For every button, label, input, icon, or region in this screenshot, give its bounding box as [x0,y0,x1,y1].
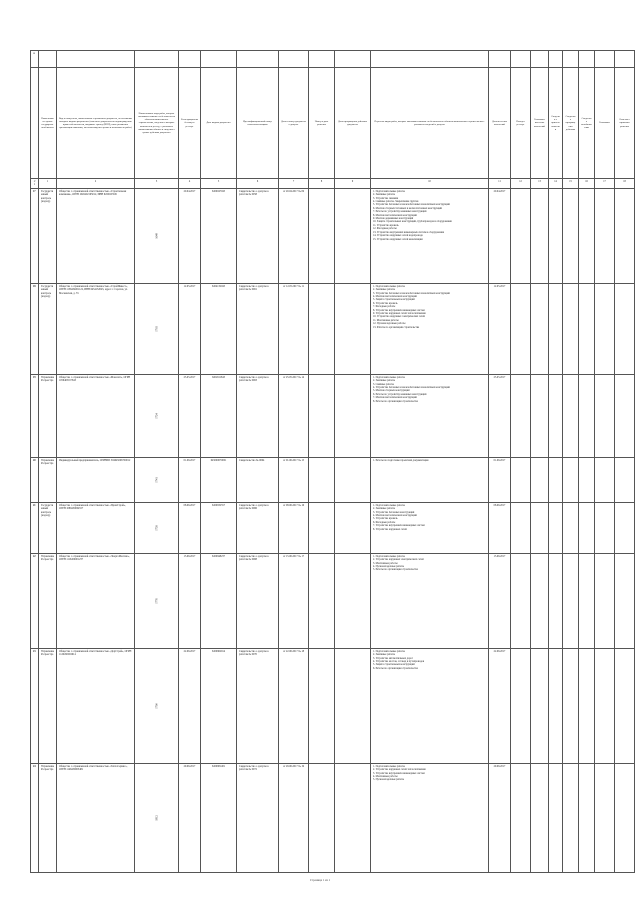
empty-cell [549,457,563,502]
work-item: 10. Защита строительных конструкций, трубопроводов и оборудования [373,220,452,224]
authority-cell: Управление Росреестра [39,374,57,457]
registration-number: 1776 [155,598,158,604]
registration-number-cell [135,188,179,283]
empty-cell [563,648,579,763]
issue-date-cell: 08.06.2017 [179,502,201,553]
work-item: 9. Монтаж деревянных конструкций [373,217,414,221]
issue-date-cell: 25.05.2017 [179,374,201,457]
issue-date-cell: 22.06.2017 [179,648,201,763]
work-item: 1. Подготовительные работы [373,284,405,288]
header-cell: Основание [595,68,615,179]
work-item: 2. Земляные работы [373,193,396,197]
column-number-row [31,179,635,189]
authority-cell: Управление Росреестра [39,763,57,872]
row-number: 23 [31,648,39,763]
decision-cell: от 20.04.2017 № 09 [279,188,309,283]
work-item: 3. Устройство скважин [373,196,399,200]
empty-cell [595,457,615,502]
empty-cell [335,283,371,374]
empty-cell [335,763,371,872]
empty-cell [615,188,635,283]
permit-document-cell: Свидетельство о допуске к работам № 0066 [237,502,279,553]
termination-cell [309,374,335,457]
empty-cell [595,502,615,553]
authority-cell: Государственный контроль (надзор) [39,188,57,283]
table-row [31,502,635,553]
empty-cell [579,553,595,648]
work-item: 14. Устройство наружных сетей водопровода [373,234,423,238]
empty-cell [511,188,531,283]
permit-document-cell: Свидетельство № 0064 [237,457,279,502]
work-item: 4. Пусконаладочные работы [373,565,405,569]
header-cell: Основание внесения изменений [531,68,549,179]
termination-cell [309,502,335,553]
work-item: 12. Пусконаладочные работы [373,322,406,326]
empty-cell [595,188,615,283]
work-item: 3. Устройство автомобильных дорог [373,656,413,660]
work-item: 2. Земляные работы [373,653,396,657]
column-number: 1 [39,179,57,189]
work-item: 3. Устройство бетонных конструкций [373,510,415,514]
empty-cell [511,374,531,457]
works-list-cell [371,502,489,553]
empty-cell [335,188,371,283]
header-cell: Отметка о принятии решения [615,68,635,179]
empty-cell [615,648,635,763]
inn-cell: 6450948237 [201,553,237,648]
register-page [30,50,630,870]
work-item: 1. Работы по подготовке проектной документации [373,458,429,462]
authority-cell: Государственный контроль (надзор) [39,283,57,374]
header-cell: Дата и номер документа о допуске [279,68,309,179]
empty-cell [511,763,531,872]
row-number: 19 [31,374,39,457]
work-item: 10. Устройство наружных электрических сетей [373,315,425,319]
header-cell: Регистрационный номер в реестре [179,68,201,179]
header-cell: Номер в реестре [511,68,531,179]
column-number: 5 [201,179,237,189]
termination-cell [309,188,335,283]
header-cell: Сведения о приостановлении [549,68,563,179]
work-item: 7. Работы по устройству каменных конструкций [373,210,427,214]
change-date-cell: 01.06.2017 [489,457,511,502]
issue-date-cell: 20.04.2017 [179,188,201,283]
works-list-cell [371,763,489,872]
inn-cell: 645000670001 [201,457,237,502]
registration-number-cell [135,763,179,872]
work-item: 5. Монтаж сборных конструкций [373,389,410,393]
registration-number: 1648 [155,233,158,239]
work-item: 4. Монтаж металлических конструкций [373,514,417,518]
page-footer: Страница 1 из 1 [309,878,331,882]
termination-cell [309,763,335,872]
termination-cell [309,457,335,502]
column-number: 18 [615,179,635,189]
work-item: 1. Подготовительные работы [373,375,405,379]
work-item: 5. Защита строительных конструкций [373,298,415,302]
column-number: 8 [309,179,335,189]
empty-cell [511,502,531,553]
empty-cell [531,502,549,553]
empty-cell [549,188,563,283]
work-item: 1. Подготовительные работы [373,649,405,653]
table-row [31,188,635,283]
decision-cell: от 25.05.2017 № 14 [279,374,309,457]
permit-document-cell: Свидетельство о допуске к работам № 0058 [237,188,279,283]
registration-number-cell [135,648,179,763]
empty-cell [563,763,579,872]
work-item: 2. Устройство наружных сетей теплоснабжения [373,768,426,772]
header-cell: Сведения о прекращении действия [563,68,579,179]
work-item: 3. Устройство бетонных и железобетонных монолитных конструкций [373,291,450,295]
empty-cell [511,648,531,763]
inn-cell: 6450932557 [201,502,237,553]
empty-cell [531,763,549,872]
empty-cell [549,283,563,374]
work-item: 3. Устройство внутренних инженерных систем [373,771,425,775]
issue-date-cell: 29.06.2017 [179,763,201,872]
work-item: 13. Работы по организации строительства [373,325,420,329]
empty-cell [595,283,615,374]
registration-number: 1724 [155,413,158,419]
work-item: 9. Устройство наружных сетей теплоснабжения [373,312,426,316]
table-top-row [31,51,635,68]
empty-cell [531,283,549,374]
empty-cell [579,763,595,872]
work-item: 11. Устройство кровель [373,223,399,227]
organization-details-cell: Общество с ограниченной ответственностью «ДорСтрой», ОГРН 1126450002914 [57,648,135,763]
work-item: 5. Пусконаладочные работы [373,778,405,782]
inn-cell: 6454132045 [201,283,237,374]
empty-cell [549,374,563,457]
work-item: 6. Работы по организации строительства [373,666,418,670]
column-number: 13 [531,179,549,189]
column-number-corner: 1/1 [31,179,39,189]
work-item: 6. Устройство кровель [373,301,398,305]
empty-cell [531,188,549,283]
register-table [30,50,635,873]
empty-cell [335,374,371,457]
table-body [31,188,635,872]
registration-number: 1759 [155,525,158,531]
permit-document-cell: Свидетельство о допуске к работам № 0061 [237,283,279,374]
permit-document-cell: Свидетельство о допуске к работам № 0068 [237,553,279,648]
work-item: 5. Устройство кровель [373,517,398,521]
work-item: 4. Монтажные работы [373,775,398,779]
registration-number-cell [135,502,179,553]
empty-cell [549,553,563,648]
empty-cell [335,553,371,648]
decision-cell: от 15.06.2017 № 17 [279,553,309,648]
organization-details-cell: Общество с ограниченной ответственностью «ТеплоСервис», ОГРН 1146450003481 [57,763,135,872]
header-cell: Номер и дата решения [309,68,335,179]
permit-document-cell: Свидетельство о допуске к работам № 0072 [237,763,279,872]
header-cell: Дата прекращения действия документа [335,68,371,179]
inn-cell: 6450981481 [201,763,237,872]
empty-cell [579,188,595,283]
change-date-cell: 22.06.2017 [489,648,511,763]
work-item: 3. Свайные работы [373,382,394,386]
work-item: 8. Монтаж металлических конструкций [373,213,417,217]
empty-cell [579,502,595,553]
decision-cell: от 08.06.2017 № 16 [279,502,309,553]
decision-cell: от 29.06.2017 № 19 [279,763,309,872]
works-list-cell [371,374,489,457]
decision-cell: от 01.06.2017 № 15 [279,457,309,502]
column-number: 12 [511,179,531,189]
column-number: 9 [335,179,371,189]
organization-details-cell: Индивидуальный предприниматель, ОГРНИП 304645006700012 [57,457,135,502]
decision-cell: от 12.05.2017 № 11 [279,283,309,374]
registration-number: 1790 [155,703,158,709]
issue-date-cell: 12.05.2017 [179,283,201,374]
header-cell: Перечень видов работ, которые оказывают влияние на безопасность объектов капитального строительства с указанием сведений о допуске [371,68,489,179]
header-cell: Вид и номер иска, наименование и реквизиты документа, на основании которого выдано разрешение (или иные документы по подтверждению права собственности, выдавшее органу (ИНН), иные реквизиты организации-заказчика, местонахождение органа и исполнителя работ) [57,68,135,179]
row-number: 24 [31,763,39,872]
column-number: 2 [57,179,135,189]
issue-date-cell: 15.06.2017 [179,553,201,648]
column-number: 10 [371,179,489,189]
row-number: 22 [31,553,39,648]
authority-cell: Государственный контроль (надзор) [39,502,57,553]
termination-cell [309,283,335,374]
authority-cell: Управление Росреестра [39,457,57,502]
registration-number-cell [135,283,179,374]
column-number: 14 [549,179,563,189]
decision-cell: от 22.06.2017 № 18 [279,648,309,763]
column-number: 11 [489,179,511,189]
work-item: 1. Подготовительные работы [373,554,405,558]
registration-number-cell [135,457,179,502]
empty-cell [563,553,579,648]
work-item: 7. Фасадные работы [373,305,396,309]
empty-cell [563,457,579,502]
change-date-cell: 20.04.2017 [489,188,511,283]
work-item: 6. Работы по устройству каменных конструкций [373,392,427,396]
header-corner [31,68,39,179]
authority-cell: Управление Росреестра [39,648,57,763]
empty-cell [595,553,615,648]
work-item: 8. Работы по организации строительства [373,399,418,403]
work-item: 6. Монтаж сборных бетонных и железобетонных конструкций [373,206,442,210]
inn-cell: 6450962914 [201,648,237,763]
table-row [31,763,635,872]
empty-cell [531,457,549,502]
change-date-cell: 12.05.2017 [489,283,511,374]
works-list-cell [371,648,489,763]
empty-cell [335,457,371,502]
work-item: 1. Подготовительные работы [373,503,405,507]
empty-cell [615,553,635,648]
work-item: 2. Земляные работы [373,507,396,511]
row-number: 20 [31,457,39,502]
empty-cell [579,648,595,763]
organization-details-cell: Общество с ограниченной ответственностью «ЭнергоМонтаж», ОГРН 1116450001237 [57,553,135,648]
table-row [31,648,635,763]
empty-cell [563,283,579,374]
work-item: 5. Работы по организации строительства [373,568,418,572]
work-item: 2. Устройство наружных электрических сетей [373,558,424,562]
empty-cell [511,283,531,374]
empty-cell [531,553,549,648]
empty-cell [335,502,371,553]
header-cell: Наименование вида работ, которые оказывают влияние на безопасность объектов капитального строительства, сведения о которых включены в реестр, с указанием наименования объекта и сведения о сроках действия документа [135,68,179,179]
registration-number-cell [135,553,179,648]
table-row [31,553,635,648]
organization-details-cell: Общество с ограниченной ответственностью «ПромСтрой», ОГРН 1086450004557 [57,502,135,553]
works-list-cell [371,188,489,283]
work-item: 8. Устройство наружных сетей [373,527,407,531]
empty-cell [531,374,549,457]
empty-cell [595,648,615,763]
work-item: 6. Фасадные работы [373,520,396,524]
column-number: 7 [279,179,309,189]
issue-date-cell: 01.06.2017 [179,457,201,502]
column-number: 4 [179,179,201,189]
corner-cell: А [31,51,39,68]
empty-cell [511,553,531,648]
registration-number: 1741 [155,477,158,483]
empty-cell [563,502,579,553]
table-row [31,283,635,374]
work-item: 8. Устройство внутренних инженерных систем [373,308,425,312]
work-item: 4. Устройство мостов, эстакад и путепроводов [373,660,425,664]
empty-cell [615,283,635,374]
work-item: 5. Защита строительных конструкций [373,663,415,667]
header-cell: Сведения о возобновлении [579,68,595,179]
empty-cell [615,374,635,457]
empty-cell [615,502,635,553]
empty-cell [615,763,635,872]
permit-document-cell: Свидетельство о допуске к работам № 0070 [237,648,279,763]
empty-cell [579,457,595,502]
header-row [31,68,635,179]
organization-details-cell: Общество с ограниченной ответственностью «Строительная компания», ОГРН 1026402195012, ИНН 6450047045 [57,188,135,283]
empty-cell [549,648,563,763]
works-list-cell [371,457,489,502]
organization-details-cell: Общество с ограниченной ответственностью «Монолит», ОГРН 1056405017843 [57,374,135,457]
work-item: 7. Устройство внутренних инженерных систем [373,524,425,528]
row-number: 17 [31,188,39,283]
change-date-cell: 08.06.2017 [489,502,511,553]
work-item: 4. Свайные работы. Закрепление грунтов [373,200,419,204]
column-number: 3 [135,179,179,189]
column-number: 15 [563,179,579,189]
registration-number-cell [135,374,179,457]
inn-cell: 6450047045 [201,188,237,283]
permit-document-cell: Свидетельство о допуске к работам № 0063 [237,374,279,457]
empty-cell [549,502,563,553]
termination-cell [309,648,335,763]
column-number: 17 [595,179,615,189]
authority-cell: Управление Росреестра [39,553,57,648]
table-row [31,374,635,457]
work-item: 7. Монтаж металлических конструкций [373,396,417,400]
empty-cell [531,648,549,763]
work-item: 4. Устройство бетонных и железобетонных монолитных конструкций [373,386,450,390]
empty-cell [595,374,615,457]
termination-cell [309,553,335,648]
empty-cell [335,648,371,763]
header-cell: Дата внесения изменений [489,68,511,179]
work-item: 12. Фасадные работы [373,227,397,231]
work-item: 4. Монтаж металлических конструкций [373,295,417,299]
registration-number: 1812 [155,815,158,821]
work-item: 5. Устройство бетонных и железобетонных монолитных конструкций [373,203,450,207]
work-item: 13. Устройство внутренних инженерных систем и оборудования [373,230,444,234]
work-item: 3. Монтажные работы [373,561,398,565]
column-number: 16 [579,179,595,189]
work-item: 2. Земляные работы [373,379,396,383]
table-row [31,457,635,502]
empty-cell [549,763,563,872]
works-list-cell [371,553,489,648]
registration-number: 1703 [155,326,158,332]
empty-cell [595,763,615,872]
change-date-cell: 29.06.2017 [489,763,511,872]
empty-cell [579,283,595,374]
change-date-cell: 25.05.2017 [489,374,511,457]
empty-cell [563,374,579,457]
column-number: 6 [237,179,279,189]
organization-details-cell: Общество с ограниченной ответственностью «СтройИнвест», ОГРН 1136454001122, ИНН 6454132045, адрес: г. Саратов, ул. Московская, д. 55 [57,283,135,374]
change-date-cell: 15.06.2017 [489,553,511,648]
empty-cell [615,457,635,502]
empty-cell [563,188,579,283]
work-item: 15. Устройство наружных сетей канализации [373,237,423,241]
work-item: 11. Монтажные работы [373,318,399,322]
header-cell: Наименование органа государственной власти [39,68,57,179]
header-cell: Идентификационный номер налогоплательщика [237,68,279,179]
work-item: 1. Подготовительные работы [373,189,405,193]
work-item: 1. Подготовительные работы [373,764,405,768]
work-item: 2. Земляные работы [373,288,396,292]
works-list-cell [371,283,489,374]
inn-cell: 6452911843 [201,374,237,457]
header-cell: Дата выдачи документа [201,68,237,179]
row-number: 21 [31,502,39,553]
empty-cell [579,374,595,457]
row-number: 18 [31,283,39,374]
empty-cell [511,457,531,502]
